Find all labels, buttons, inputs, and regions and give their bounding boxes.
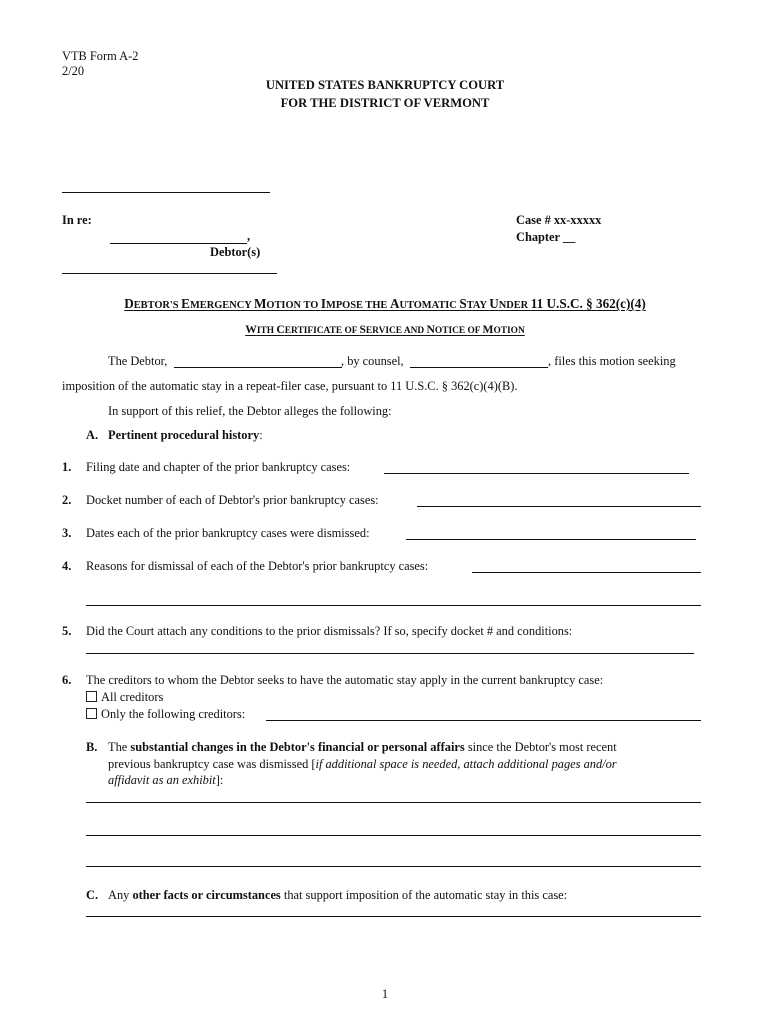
section-b-blank-1[interactable]: [86, 802, 701, 803]
section-b-letter: B.: [86, 740, 98, 754]
intro-counsel-text: , by counsel,: [341, 354, 404, 368]
form-id: VTB Form A-2: [62, 49, 139, 63]
item-2-text: Docket number of each of Debtor's prior bankruptcy cases:: [86, 493, 379, 507]
checkbox-icon[interactable]: [86, 691, 97, 702]
item-1-text: Filing date and chapter of the prior bankruptcy cases:: [86, 460, 351, 474]
intro-line-2: imposition of the automatic stay in a repeat-filer case, pursuant to 11 U.S.C. § 362(c)(4)(B).: [62, 379, 518, 393]
intro-debtor-text: The Debtor,: [108, 354, 168, 368]
form-date: 2/20: [62, 64, 85, 78]
option-following-creditors[interactable]: Only the following creditors:: [86, 707, 245, 723]
item-4-text: Reasons for dismissal of each of the Debtor's prior bankruptcy cases:: [86, 559, 429, 573]
option-all-creditors[interactable]: All creditors: [86, 690, 163, 706]
section-b-line-1: The substantial changes in the Debtor's financial or personal affairs since the Debtor's most recent: [108, 740, 617, 754]
item-4-answer-blank-2[interactable]: [86, 605, 701, 606]
item-5-text: Did the Court attach any conditions to the prior dismissals? If so, specify docket # and conditions:: [86, 624, 573, 638]
debtor-label: Debtor(s): [210, 245, 261, 259]
court-district: FOR THE DISTRICT OF VERMONT: [280, 96, 490, 110]
section-b-blank-2[interactable]: [86, 835, 701, 836]
following-creditors-blank[interactable]: [266, 720, 701, 721]
item-1-number: 1.: [62, 460, 72, 474]
chapter-label: Chapter __: [516, 230, 576, 244]
caption-bottom-rule: [62, 273, 277, 274]
intro-support: In support of this relief, the Debtor alleges the following:: [108, 404, 392, 418]
section-c-line: Any other facts or circumstances that support imposition of the automatic stay in this case:: [108, 888, 568, 902]
item-5-answer-blank[interactable]: [86, 653, 694, 654]
debtor-name-blank[interactable]: [110, 243, 247, 244]
item-6-number: 6.: [62, 673, 72, 687]
court-name: UNITED STATES BANKRUPTCY COURT: [265, 78, 505, 92]
item-3-answer-blank[interactable]: [406, 539, 696, 540]
debtor-name-comma: ,: [247, 229, 251, 243]
checkbox-icon[interactable]: [86, 708, 97, 719]
intro-end-text: , files this motion seeking: [548, 354, 676, 368]
section-b-line-2: previous bankruptcy case was dismissed [if additional space is needed, attach additional pages and/or: [108, 757, 617, 771]
item-4-answer-blank[interactable]: [472, 572, 701, 573]
case-number: Case # xx-xxxxx: [516, 213, 602, 227]
item-5-number: 5.: [62, 624, 72, 638]
section-c-letter: C.: [86, 888, 99, 902]
section-a-heading: Pertinent procedural history:: [108, 428, 263, 442]
in-re-label: In re:: [62, 213, 92, 227]
section-a-letter: A.: [86, 428, 99, 442]
item-3-text: Dates each of the prior bankruptcy cases were dismissed:: [86, 526, 370, 540]
counsel-name-blank[interactable]: [410, 367, 548, 368]
caption-top-rule: [62, 192, 270, 193]
motion-subtitle: WITH CERTIFICATE OF SERVICE AND NOTICE OF MOTION: [245, 323, 525, 336]
motion-title: DEBTOR'S EMERGENCY MOTION TO IMPOSE THE AUTOMATIC STAY UNDER 11 U.S.C. § 362(c)(4): [124, 296, 646, 311]
section-c-blank[interactable]: [86, 916, 701, 917]
debtor-name-blank-2[interactable]: [174, 367, 342, 368]
item-2-number: 2.: [62, 493, 72, 507]
section-b-blank-3[interactable]: [86, 866, 701, 867]
item-3-number: 3.: [62, 526, 72, 540]
page-number: 1: [381, 987, 389, 1001]
item-2-answer-blank[interactable]: [417, 506, 701, 507]
item-1-answer-blank[interactable]: [384, 473, 689, 474]
item-6-text: The creditors to whom the Debtor seeks to have the automatic stay apply in the current bankruptcy case:: [86, 673, 604, 687]
section-b-line-3: affidavit as an exhibit]:: [108, 773, 224, 787]
item-4-number: 4.: [62, 559, 72, 573]
